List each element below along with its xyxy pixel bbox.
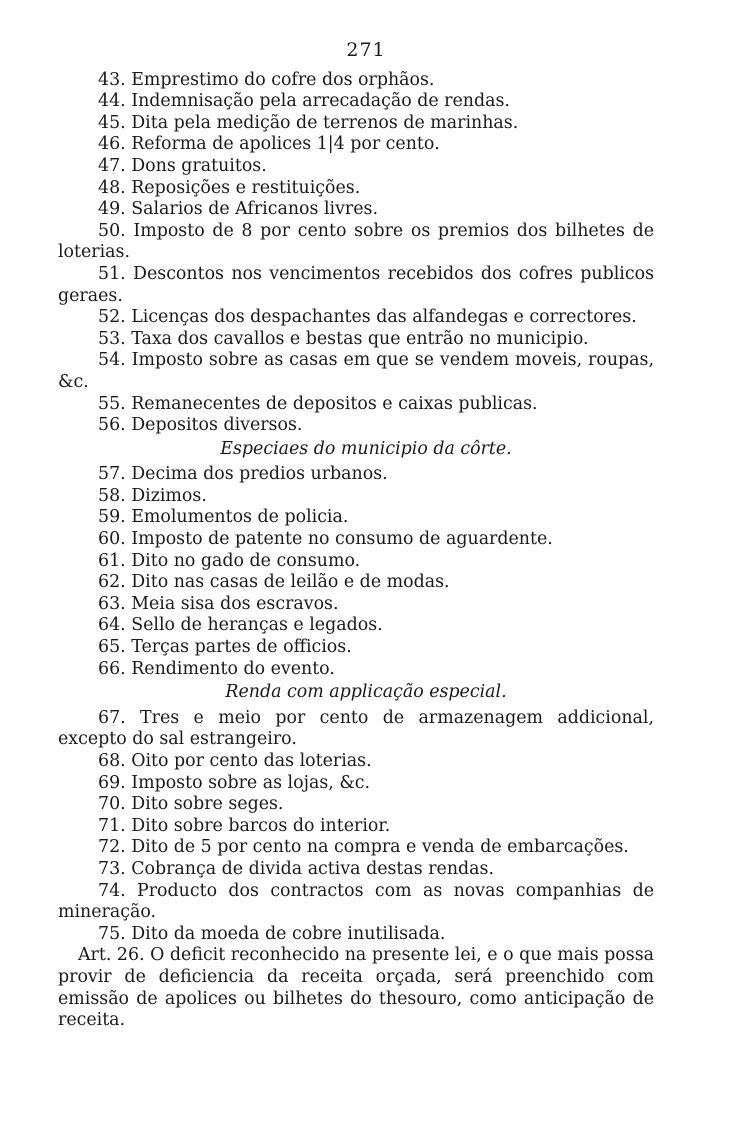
item-text: Indemnisação pela arrecadação de rendas. [131,91,510,112]
list-item [58,572,654,594]
item-number: 45. [98,112,126,133]
item-text: Oito por cento das loterias. [131,751,372,771]
item-number: 61. [98,550,126,571]
item-text: Emolumentos de policia. [131,507,349,528]
item-text: Emprestimo do cofre dos orphãos. [131,69,435,90]
item-text: Imposto de 8 por cento sobre os premios dos bilhetes de loterias. [58,220,655,263]
list-item [58,751,654,773]
item-text: Dito da moeda de cobre inutilisada. [131,923,446,944]
item-number: 58. [98,485,126,506]
list-item [58,464,654,486]
revenue-list-general [58,70,654,437]
item-number: 70. [98,794,126,815]
item-number: 46. [98,134,126,155]
item-number: 43. [98,69,126,90]
page-number: 271 [346,39,386,61]
item-text: Dons gratuitos. [131,155,267,176]
section-heading-especiaes: Especiaes do municipio da côrte. [220,438,512,459]
item-number: 57. [98,464,126,485]
list-item [58,329,654,351]
list-item [58,615,654,637]
item-text: Licenças dos despachantes das alfandegas e correctores. [131,307,637,328]
item-number: 54. [98,350,126,371]
item-number: 44. [98,91,126,112]
list-item [58,837,654,859]
item-number: 72. [98,837,126,858]
list-item [58,307,654,329]
section-heading-renda: Renda com applicação especial. [225,682,507,703]
item-text: Imposto de patente no consumo de aguardente. [131,529,553,550]
item-number: 51. [98,263,126,284]
item-text: Reposições e restituições. [131,177,361,198]
item-text: Meia sisa dos escravos. [131,593,339,614]
item-text: Salarios de Africanos livres. [131,199,378,220]
item-number: 48. [98,177,126,198]
article-26: Art. 26. O deficit reconhecido na presente lei, e o que mais possa provir de deficiencia da receita orçada, será preenchido com emissão de apolices ou bilhetes do thesouro, como anticipação de receita. [58,945,654,1031]
list-item [58,859,654,881]
item-text: Descontos nos vencimentos recebidos dos cofres publicos geraes. [58,263,654,306]
list-item [58,178,654,200]
list-item [58,394,654,416]
list-item [58,708,654,751]
list-item [58,113,654,135]
item-number: 60. [98,529,126,550]
item-number: 66. [98,658,126,679]
item-number: 67. [98,707,126,728]
item-number: 75. [98,923,126,944]
list-item [58,156,654,178]
item-number: 49. [98,199,126,220]
item-number: 47. [98,155,126,176]
list-item [58,924,654,946]
item-text: Remanecentes de depositos e caixas publicas. [131,393,538,414]
list-item [58,91,654,113]
item-text: Reforma de apolices 1|4 por cento. [131,134,440,155]
item-text: Rendimento do evento. [131,658,335,679]
item-number: 71. [98,815,126,836]
list-item [58,816,654,838]
item-text: Depositos diversos. [131,415,303,436]
item-text: Dito nas casas de leilão e de modas. [131,572,450,593]
item-number: 63. [98,593,126,614]
list-item [58,551,654,573]
item-number: 62. [98,572,126,593]
list-item [58,134,654,156]
list-item [58,221,654,264]
list-item [58,881,654,924]
item-text: Cobrança de divida activa destas rendas. [131,858,494,879]
item-number: 69. [98,772,126,793]
list-item [58,415,654,437]
list-item [58,637,654,659]
item-text: Tres e meio por cento de armazenagem addicional, excepto do sal estrangeiro. [58,707,654,750]
item-text: Taxa dos cavallos e bestas que entrão no municipio. [131,328,589,349]
list-item [58,773,654,795]
item-number: 50. [98,220,126,241]
item-text: Imposto sobre as lojas, &c. [131,772,371,793]
item-text: Decima dos predios urbanos. [131,464,388,485]
list-item [58,70,654,92]
list-item [58,264,654,307]
revenue-list-municipio [58,464,654,680]
item-number: 65. [98,637,126,658]
list-item [58,486,654,508]
item-text: Dito sobre seges. [131,794,284,815]
revenue-list-especial [58,708,654,946]
item-number: 56. [98,415,126,436]
item-number: 68. [98,751,126,771]
item-text: Dito no gado de consumo. [131,550,361,571]
item-text: Dito sobre barcos do interior. [131,815,391,836]
item-text: Imposto sobre as casas em que se vendem moveis, roupas, &c. [58,350,654,392]
item-text: Terças partes de officios. [131,637,352,658]
list-item [58,199,654,221]
item-number: 59. [98,507,126,528]
list-item [58,507,654,529]
list-item [58,529,654,551]
item-number: 52. [98,307,126,328]
item-number: 64. [98,615,126,636]
list-item [58,659,654,681]
item-text: Dito de 5 por cento na compra e venda de embarcações. [131,837,629,858]
item-text: Dizimos. [131,485,207,506]
list-item [58,594,654,616]
item-text: Sello de heranças e legados. [131,615,383,636]
item-text: Dita pela medição de terrenos de marinhas. [131,112,519,133]
item-text: Producto dos contractos com as novas companhias de mineração. [58,880,655,923]
item-number: 73. [98,858,126,879]
list-item [58,350,654,393]
list-item [58,794,654,816]
item-number: 74. [98,880,126,901]
document-page [58,40,654,1032]
item-number: 55. [98,393,126,414]
item-number: 53. [98,328,126,349]
